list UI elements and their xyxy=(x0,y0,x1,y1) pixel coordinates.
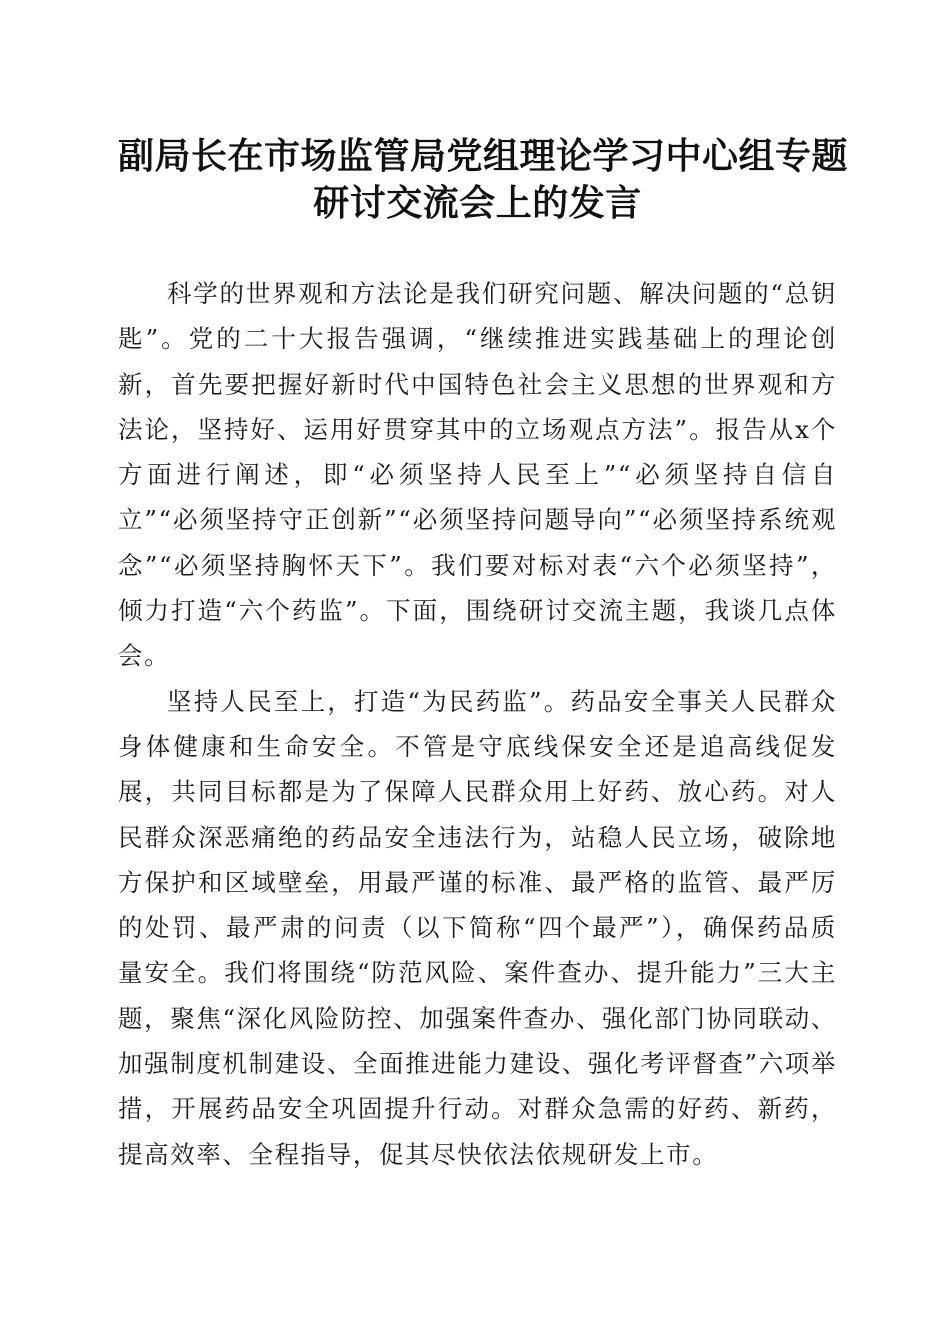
document-title xyxy=(118,133,849,227)
body-paragraph-2: 坚持人民至上，打造“为民药监”。药品安全事关人民群众身体健康和生命安全。不管是守底线保安全还是追高线促发展，共同目标都是为了保障人民群众用上好药、放心药。对人民群众深恶痛绝的药品安全违法行为，站稳人民立场，破除地方保护和区域壁垒，用最严谨的标准、最严格的监管、最严厉的处罚、最严肃的问责（以下简称“四个最严”），确保药品质量安全。我们将围绕“防范风险、案件查办、提升能力”三大主题，聚焦“深化风险防控、加强案件查办、强化部门协同联动、加强制度机制建设、全面推进能力建设、强化考评督查”六项举措，开展药品安全巩固提升行动。对群众急需的好药、新药，提高效率、全程指导，促其尽快依法依规研发上市。 xyxy=(118,686,837,1169)
document-title-line-2: 研讨交流会上的发言 xyxy=(313,182,642,224)
document-body xyxy=(118,271,837,1177)
document-title-line-1: 副局长在市场监管局党组理论学习中心组专题 xyxy=(118,135,849,177)
body-paragraph-1: 科学的世界观和方法论是我们研究问题、解决问题的“总钥匙”。党的二十大报告强调，“继续推进实践基础上的理论创新，首先要把握好新时代中国特色社会主义思想的世界观和方法论，坚持好、运用好贯穿其中的立场观点方法”。报告从x个方面进行阐述，即“必须坚持人民至上”“必须坚持自信自立”“必须坚持守正创新”“必须坚持问题导向”“必须坚持系统观念”“必须坚持胸怀天下”。我们要对标对表“六个必须坚持”，倾力打造“六个药监”。下面，围绕研讨交流主题，我谈几点体会。 xyxy=(118,279,837,671)
